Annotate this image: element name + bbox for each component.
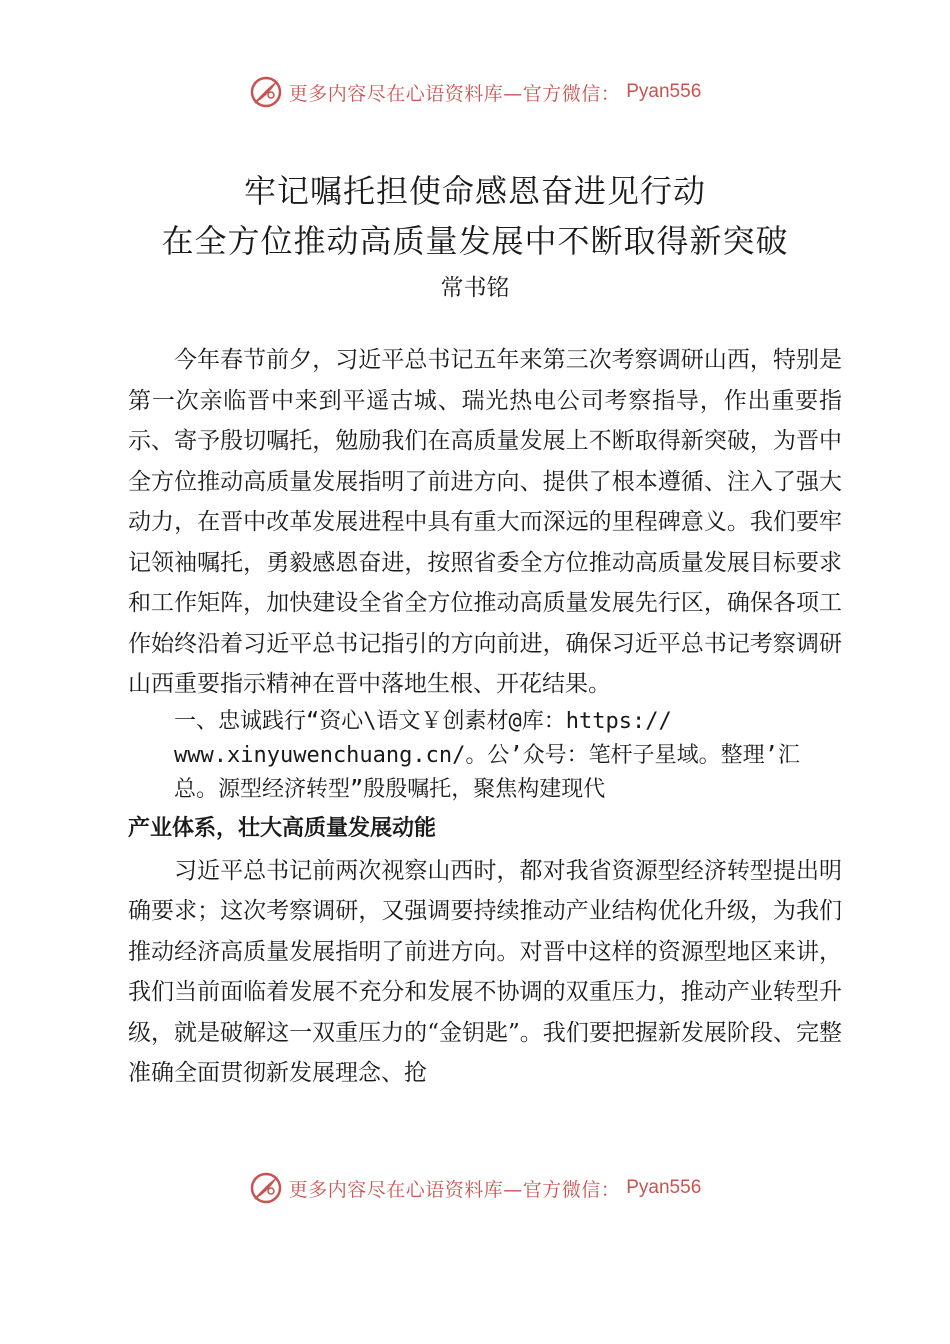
banner-wechat-id: Pyan556: [626, 1177, 702, 1198]
section-subheading: 产业体系，壮大高质量发展动能: [128, 815, 437, 841]
title-line-1: 牢记嘱托担使命感恩奋进见行动: [243, 172, 706, 210]
article-body: [128, 340, 842, 1094]
title-line-2: 在全方位推动高质量发展中不断取得新突破: [161, 222, 789, 260]
title-block: [0, 166, 950, 308]
banner-wechat-id: Pyan556: [626, 81, 702, 102]
section-heading-line-1: 一、忠诚践行“资心\语文￥创素材@库：https://: [174, 708, 672, 734]
feather-quill-logo-icon: [249, 75, 283, 109]
author: 常书铭: [440, 275, 510, 301]
body-paragraph-2: 习近平总书记前两次视察山西时，都对我省资源型经济转型提出明确要求；这次考察调研，又强调要持续推动产业结构优化升级，为我们推动经济高质量发展指明了前进方向。对晋中这样的资源型地区来讲，我们当前面临着发展不充分和发展不协调的双重压力，推动产业转型升级，就是破解这一双重压力的“金钥匙”。我们要把握新发展阶段、完整准确全面贯彻新发展理念、抢: [128, 857, 842, 1086]
footer-banner: [0, 1166, 950, 1210]
intro-paragraph: 今年春节前夕，习近平总书记五年来第三次考察调研山西，特别是第一次亲临晋中来到平遥古城、瑞光热电公司考察指导，作出重要指示、寄予殷切嘱托，勉励我们在高质量发展上不断取得新突破，为晋中全方位推动高质量发展指明了前进方向、提供了根本遵循、注入了强大动力，在晋中改革发展进程中具有重大而深远的里程碑意义。我们要牢记领袖嘱托，勇毅感恩奋进，按照省委全方位推动高质量发展目标要求和工作矩阵，加快建设全省全方位推动高质量发展先行区，确保各项工作始终沿着习近平总书记指引的方向前进，确保习近平总书记考察调研山西重要指示精神在晋中落地生根、开花结果。: [128, 347, 842, 697]
section-heading-line-2: www.xinyuwenchuang.cn/。公’众号：笔杆子星域。整理’汇: [174, 742, 800, 768]
banner-text: 更多内容尽在心语资料库—官方微信：: [288, 82, 621, 105]
section-heading-line-3: 总。源型经济转型”殷殷嘱托，聚焦构建现代: [174, 776, 606, 802]
header-banner: [0, 70, 950, 114]
feather-quill-logo-icon: [249, 1171, 283, 1205]
section-heading-1: [128, 705, 842, 807]
banner-text: 更多内容尽在心语资料库—官方微信：: [288, 1178, 621, 1201]
